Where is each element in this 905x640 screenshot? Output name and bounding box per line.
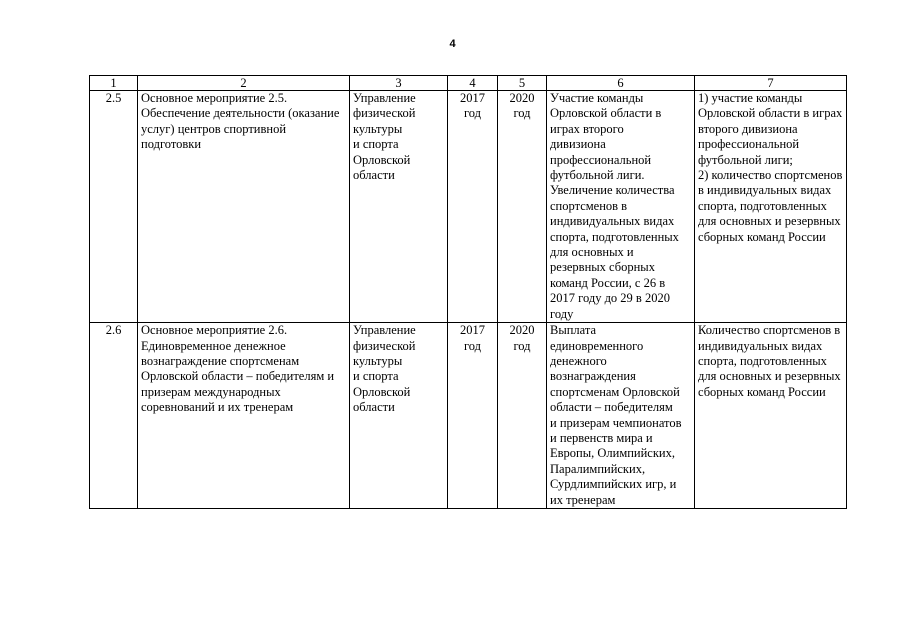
cell-line: Сурдлимпийских игр, и xyxy=(550,477,677,492)
cell-line: подготовки xyxy=(141,137,202,152)
indicator-cell xyxy=(695,323,847,509)
header-cell-2: 2 xyxy=(138,76,350,91)
cell-line: спортсменам Орловской xyxy=(550,384,680,399)
cell-line: Паралимпийских, xyxy=(550,461,646,476)
cell-line: и спорта xyxy=(353,369,399,384)
cell-line: Орловской xyxy=(353,152,411,167)
result-cell xyxy=(547,91,695,323)
cell-line: 2020 xyxy=(509,323,535,338)
cell-line: Орловской xyxy=(353,384,411,399)
cell-line: 2) количество спортсменов xyxy=(698,168,843,183)
cell-line: год xyxy=(513,338,531,353)
cell-line: сборных команд России xyxy=(698,229,826,244)
cell-line: для основных и резервных xyxy=(698,214,841,229)
cell-line: резервных сборных xyxy=(550,260,655,275)
cell-line: Выплата xyxy=(550,323,597,338)
executor-cell xyxy=(350,91,448,323)
cell-line: Увеличение количества xyxy=(550,183,675,198)
cell-line: дивизиона xyxy=(550,137,606,152)
cell-line: Количество спортсменов в xyxy=(698,323,841,338)
cell-line: индивидуальных видах xyxy=(550,214,675,229)
cell-line: области xyxy=(353,400,395,415)
cell-line: призерам международных xyxy=(141,384,281,399)
header-row xyxy=(90,76,847,91)
cell-line: 2020 xyxy=(509,91,535,105)
cell-line: области xyxy=(353,168,395,183)
cell-line: профессиональной xyxy=(698,137,800,152)
cell-line: играх второго xyxy=(550,121,624,136)
cell-line: Орловской области в играх xyxy=(698,106,843,121)
cell-line: физической xyxy=(353,106,416,121)
table-row xyxy=(90,323,847,509)
cell-line: спорта, подготовленных xyxy=(550,229,679,244)
cell-line: и призерам чемпионатов xyxy=(550,415,682,430)
cell-line: физической xyxy=(353,338,416,353)
cell-line: культуры xyxy=(353,353,403,368)
cell-line: соревнований и их тренерам xyxy=(141,400,294,415)
cell-line: спорта, подготовленных xyxy=(698,198,827,213)
cell-line: 2017 году до 29 в 2020 xyxy=(550,291,670,306)
header-cell-3: 3 xyxy=(350,76,448,91)
cell-line: второго дивизиона xyxy=(698,121,798,136)
cell-line: Управление xyxy=(353,323,416,338)
cell-line: Участие команды xyxy=(550,91,644,105)
result-cell xyxy=(547,323,695,509)
event-cell xyxy=(138,323,350,509)
start-year-cell xyxy=(448,323,498,509)
cell-line: Обеспечение деятельности (оказание xyxy=(141,106,340,121)
indicator-cell xyxy=(695,91,847,323)
cell-line: 2017 xyxy=(460,91,485,105)
cell-line: 2017 xyxy=(460,323,485,338)
end-year-cell xyxy=(498,91,547,323)
row-number-cell: 2.5 xyxy=(90,91,138,323)
cell-line: Орловской области в xyxy=(550,106,662,121)
cell-line: и первенств мира и xyxy=(550,430,653,445)
cell-line: футбольной лиги; xyxy=(698,152,793,167)
cell-line: 1) участие команды xyxy=(698,91,803,105)
header-cell-4: 4 xyxy=(448,76,498,91)
cell-line: год xyxy=(513,106,531,121)
cell-line: год xyxy=(463,106,482,121)
cell-line: сборных команд России xyxy=(698,384,826,399)
cell-line: футбольной лиги. xyxy=(550,168,645,183)
header-cell-1: 1 xyxy=(90,76,138,91)
cell-line: год xyxy=(463,338,482,353)
executor-cell xyxy=(350,323,448,509)
event-cell xyxy=(138,91,350,323)
cell-line: денежного xyxy=(550,353,607,368)
cell-line: услуг) центров спортивной xyxy=(141,121,287,136)
header-cell-7: 7 xyxy=(695,76,847,91)
cell-line: области – победителям xyxy=(550,400,673,415)
page-number: 4 xyxy=(449,38,456,50)
cell-line: Европы, Олимпийских, xyxy=(550,446,675,461)
row-number-cell: 2.6 xyxy=(90,323,138,509)
cell-line: команд России, с 26 в xyxy=(550,275,666,290)
cell-line: году xyxy=(550,306,574,321)
header-cell-6: 6 xyxy=(547,76,695,91)
cell-line: и спорта xyxy=(353,137,399,152)
cell-line: спорта, подготовленных xyxy=(698,353,827,368)
table-row xyxy=(90,91,847,323)
cell-line: вознаграждение спортсменам xyxy=(141,353,300,368)
end-year-cell xyxy=(498,323,547,509)
cell-line: для основных и xyxy=(550,245,634,260)
cell-line: Основное мероприятие 2.5. xyxy=(141,91,288,105)
cell-line: Основное мероприятие 2.6. xyxy=(141,323,288,338)
cell-line: Единовременное денежное xyxy=(141,338,286,353)
cell-line: для основных и резервных xyxy=(698,369,841,384)
cell-line: спортсменов в xyxy=(550,198,628,213)
cell-line: их тренерам xyxy=(550,492,616,507)
cell-line: культуры xyxy=(353,121,403,136)
cell-line: Управление xyxy=(353,91,416,105)
start-year-cell xyxy=(448,91,498,323)
cell-line: вознаграждения xyxy=(550,369,636,384)
cell-line: индивидуальных видах xyxy=(698,338,823,353)
cell-line: единовременного xyxy=(550,338,644,353)
program-table xyxy=(89,75,847,509)
header-cell-5: 5 xyxy=(498,76,547,91)
cell-line: Орловской области – победителям и xyxy=(141,369,335,384)
cell-line: в индивидуальных видах xyxy=(698,183,832,198)
cell-line: профессиональной xyxy=(550,152,652,167)
